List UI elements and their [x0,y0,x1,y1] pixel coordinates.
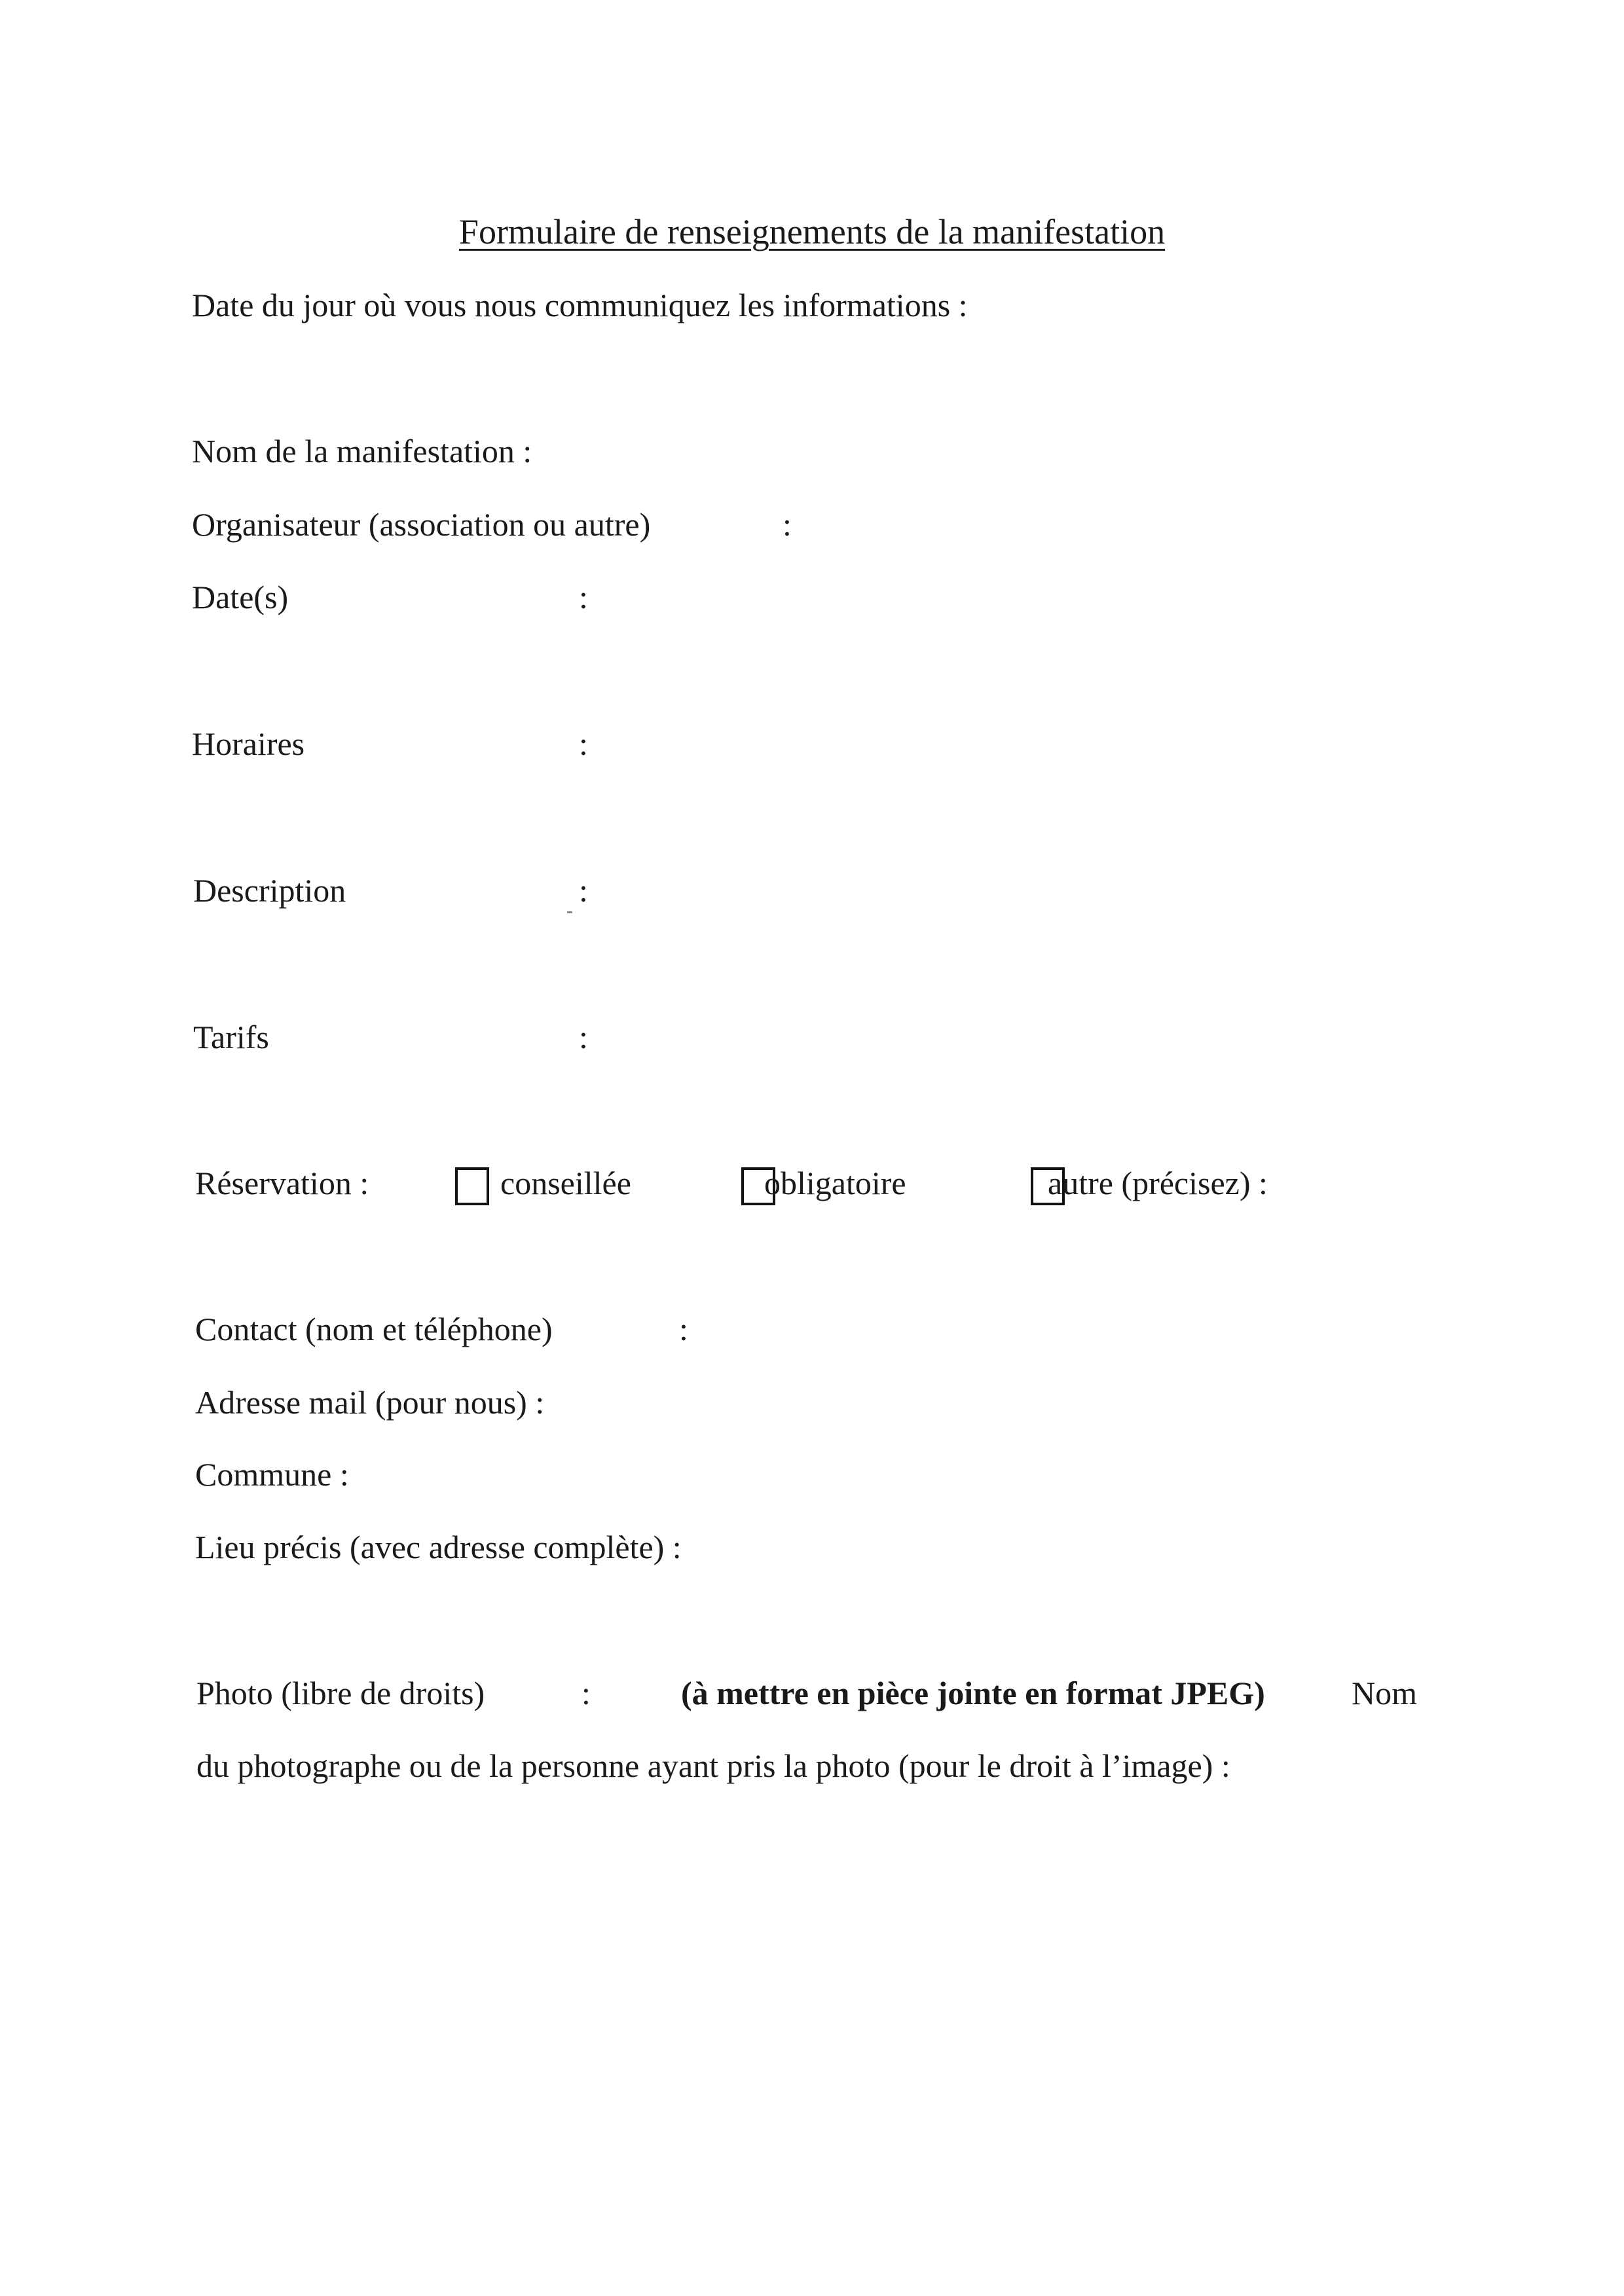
organisateur-label: Organisateur (association ou autre) [192,506,651,543]
contact-colon: : [679,1311,688,1347]
lieu-precis-label: Lieu précis (avec adresse complète) : [195,1529,682,1565]
page-title: Formulaire de renseignements de la manifestation [458,212,1166,251]
photo-suffix: Nom [1352,1675,1417,1711]
tarifs-colon: : [579,1019,588,1055]
reservation-autre-label: autre (précisez) : [1048,1165,1268,1201]
commune-label: Commune : [195,1456,349,1493]
nom-manifestation-label: Nom de la manifestation : [192,433,532,469]
adresse-mail-label: Adresse mail (pour nous) : [195,1384,545,1421]
photo-label: Photo (libre de droits) [196,1675,485,1711]
scan-speck [567,911,572,913]
reservation-label: Réservation : [195,1165,369,1201]
description-label: Description [193,872,346,909]
organisateur-colon: : [783,506,792,543]
reservation-conseillee-checkbox[interactable] [455,1167,489,1205]
photo-instruction: (à mettre en pièce jointe en format JPEG) [681,1675,1265,1711]
date-jour-label: Date du jour où vous nous communiquez les informations : [192,287,968,323]
dates-colon: : [579,579,588,615]
reservation-obligatoire-label: obligatoire [764,1165,906,1201]
horaires-colon: : [579,725,588,762]
photographe-label: du photographe ou de la personne ayant pris la photo (pour le droit à l’image) : [196,1747,1230,1784]
tarifs-label: Tarifs [193,1019,269,1055]
photo-colon: : [581,1675,591,1711]
description-colon: : [579,872,588,909]
contact-label: Contact (nom et téléphone) [195,1311,553,1347]
reservation-conseillee-label: conseillée [500,1165,631,1201]
dates-label: Date(s) [192,579,289,615]
horaires-label: Horaires [192,725,305,762]
